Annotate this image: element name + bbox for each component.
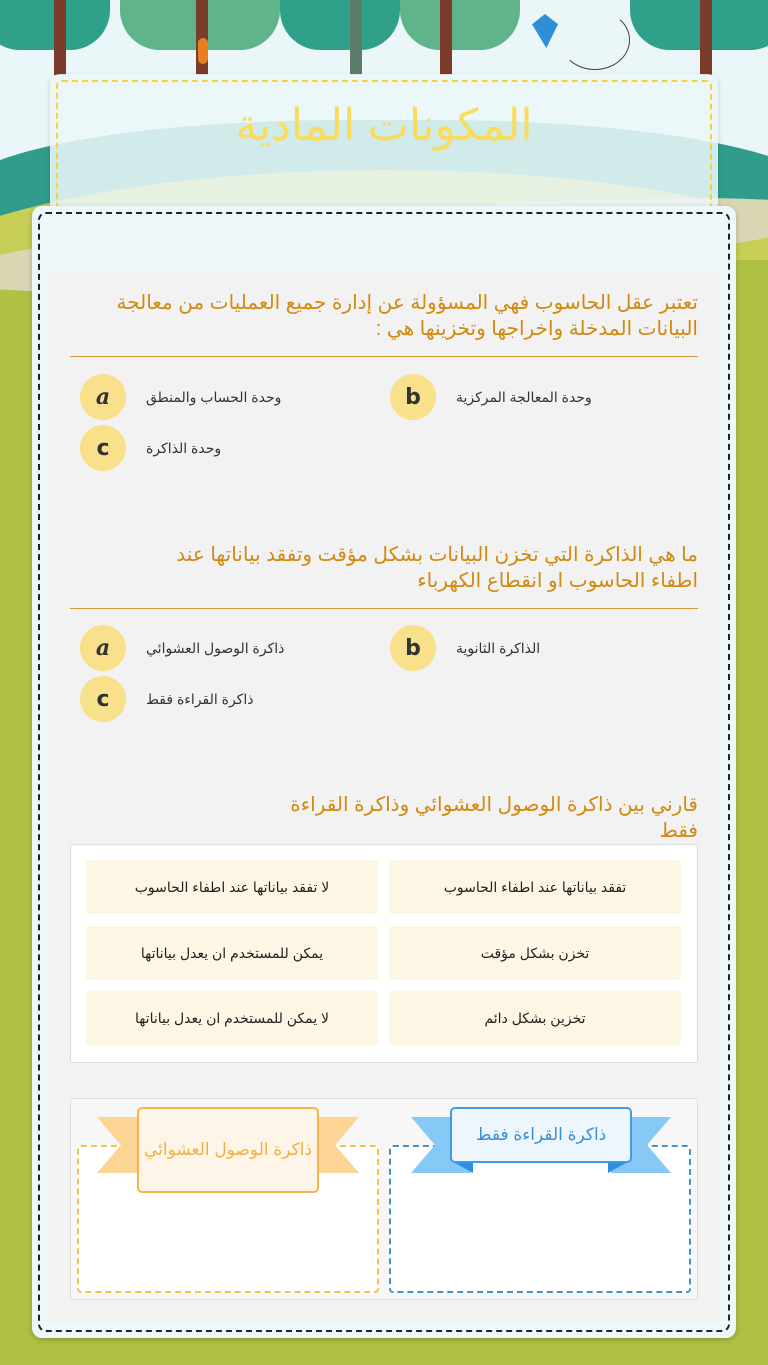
tree-trunk [700,0,712,75]
question-text: ما هي الذاكرة التي تخزن البيانات بشكل مؤقت وتفقد بياناتها عند اطفاء الحاسوب او انقطاع الكهرباء [176,544,698,592]
divider [70,608,698,609]
option-badge[interactable]: c [80,425,126,471]
drag-chip[interactable]: لا تفقد بياناتها عند اطفاء الحاسوب [86,860,378,914]
drop-zones [70,1098,698,1300]
option-a[interactable] [80,625,284,671]
option-badge[interactable]: c [80,676,126,722]
tree-canopy [400,0,520,50]
drag-chip[interactable]: تفقد بياناتها عند اطفاء الحاسوب [389,860,681,914]
divider [70,356,698,357]
option-badge[interactable]: b [390,625,436,671]
option-badge[interactable]: a [80,625,126,671]
question-1 [70,290,698,357]
question-text: قارني بين ذاكرة الوصول العشوائي وذاكرة القراءة فقط [290,794,698,842]
question-text: تعتبر عقل الحاسوب فهي المسؤولة عن إدارة جميع العمليات من معالجة البيانات المدخلة واخراجها وتخزينها هي : [116,292,698,340]
option-badge[interactable]: a [80,374,126,420]
option-b[interactable] [390,625,540,671]
tree-trunk [54,0,66,75]
drag-chip[interactable]: يمكن للمستخدم ان يعدل بياناتها [86,926,378,980]
tree-trunk [440,0,452,75]
option-b[interactable] [390,374,592,420]
question-2 [70,542,698,609]
option-label: الذاكرة الثانوية [456,639,541,656]
option-c[interactable] [80,425,221,471]
bin-label-ram: ذاكرة الوصول العشوائي [137,1107,319,1193]
option-label: وحدة الحساب والمنطق [146,388,282,405]
draggable-items-pool [70,844,698,1063]
option-c[interactable] [80,676,253,722]
option-label: ذاكرة القراءة فقط [146,690,254,707]
drag-chip[interactable]: لا يمكن للمستخدم ان يعدل بياناتها [86,991,378,1045]
bin-label-rom: ذاكرة القراءة فقط [450,1107,632,1163]
option-badge[interactable]: b [390,374,436,420]
option-a[interactable] [80,374,281,420]
squirrel-icon [198,38,208,64]
drag-chip[interactable]: تخزين بشكل دائم [389,991,681,1045]
option-label: وحدة الذاكرة [146,439,222,456]
option-label: ذاكرة الوصول العشوائي [146,639,285,656]
option-label: وحدة المعالجة المركزية [456,388,592,405]
drag-chip[interactable]: تخزن بشكل مؤقت [389,926,681,980]
tree-canopy [280,0,400,50]
kite-string [560,10,630,70]
tree-canopy [630,0,768,50]
page-title: المكونات المادية [235,101,533,150]
tree-trunk [350,0,362,75]
